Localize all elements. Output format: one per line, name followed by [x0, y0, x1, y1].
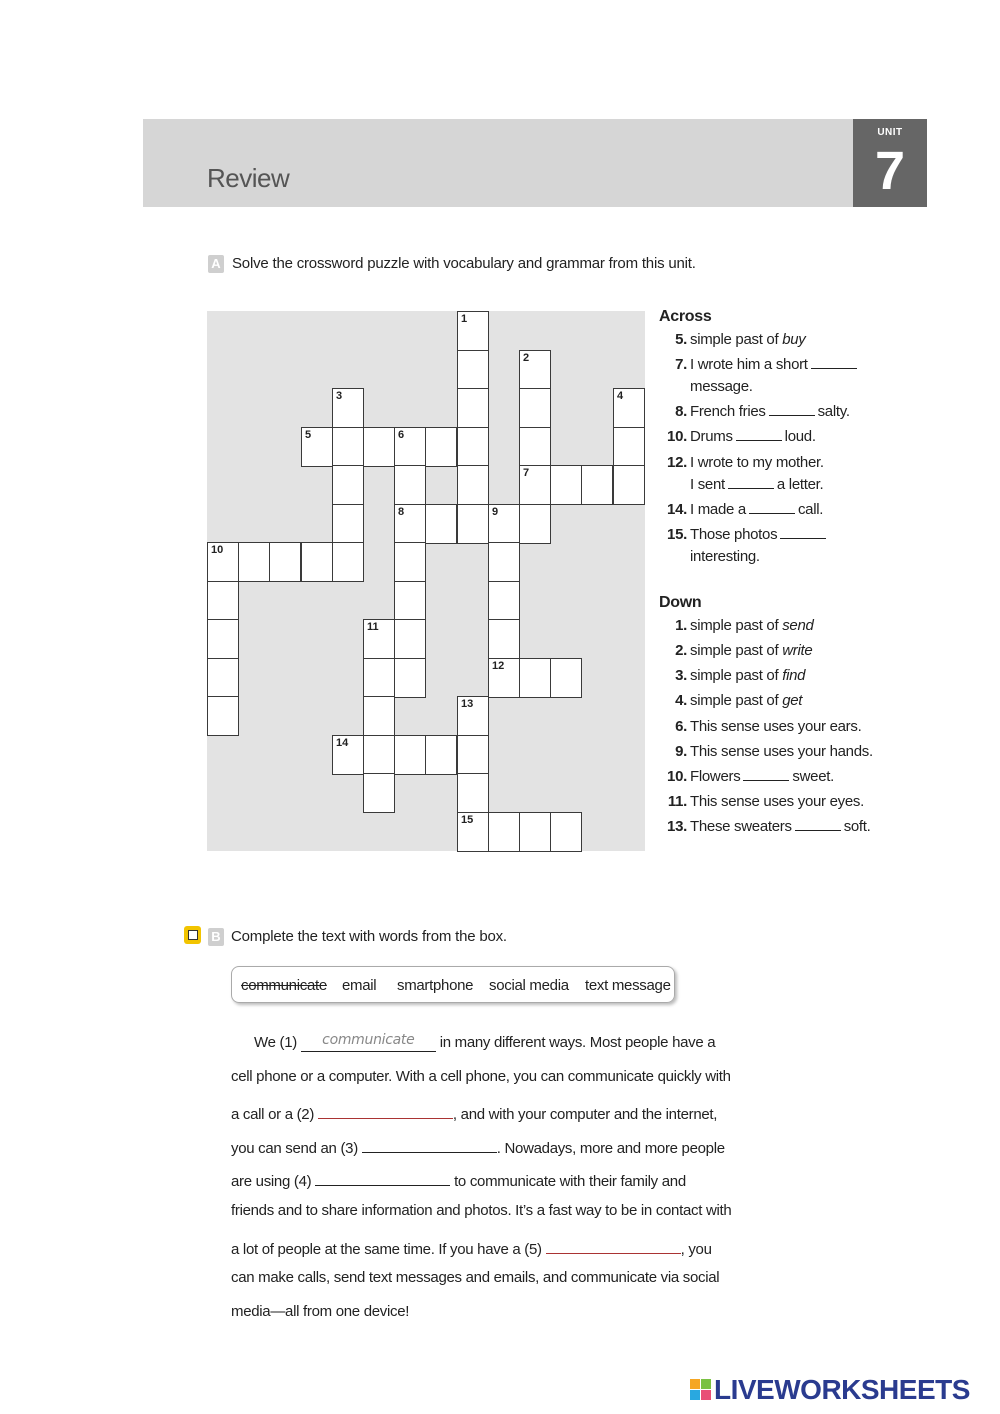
- crossword-cell[interactable]: [394, 735, 426, 775]
- clue-number: 4.: [675, 692, 687, 709]
- passage-text: . Nowadays, more and more people: [496, 1140, 725, 1157]
- crossword-cell-number: 8: [398, 506, 405, 518]
- crossword-cell[interactable]: [519, 388, 551, 428]
- clue-text: call.: [797, 501, 824, 518]
- clue-text: I made a: [690, 501, 746, 518]
- crossword-cell-number: 10: [211, 544, 224, 556]
- crossword-cell[interactable]: [488, 504, 520, 544]
- clue-text: message.: [690, 378, 753, 395]
- word-box-item: communicate: [241, 977, 327, 994]
- passage-text: in many different ways. Most people have a: [439, 1034, 716, 1051]
- crossword-cell[interactable]: [488, 581, 520, 621]
- passage-line: [231, 1135, 731, 1157]
- crossword-cell[interactable]: [519, 350, 551, 390]
- passage-line: [231, 1168, 731, 1190]
- clue-keyword: buy: [782, 331, 806, 348]
- section-b-instruction: Complete the text with words from the box.: [231, 928, 507, 945]
- clue-text: This sense uses your eyes.: [690, 793, 864, 810]
- answer-blank-5[interactable]: [546, 1236, 681, 1254]
- crossword-cell[interactable]: [363, 619, 395, 659]
- clue-across-5: [659, 329, 899, 351]
- crossword-cell[interactable]: [613, 388, 645, 428]
- passage-line: friends and to share information and photos. It’s a fast way to be in contact with: [231, 1202, 732, 1219]
- answer-blank[interactable]: [780, 526, 826, 539]
- crossword-cell-number: 12: [492, 660, 505, 672]
- clue-number: 8.: [675, 403, 687, 420]
- crossword-cell-number: 4: [617, 390, 624, 402]
- passage-text: to communicate with their family and: [454, 1173, 686, 1190]
- clue-down-13: [659, 816, 899, 838]
- crossword-cell[interactable]: [332, 542, 364, 582]
- clue-down-6: [659, 716, 899, 738]
- answer-blank[interactable]: [811, 356, 857, 369]
- crossword-cell[interactable]: [457, 388, 489, 428]
- crossword-cell[interactable]: [550, 658, 582, 698]
- crossword-cell[interactable]: [363, 696, 395, 736]
- crossword-cell[interactable]: [207, 581, 239, 621]
- crossword-cell[interactable]: [457, 311, 489, 351]
- crossword-cell-number: 6: [398, 429, 405, 441]
- across-heading: Across: [659, 308, 712, 325]
- crossword-cell-number: 7: [523, 467, 530, 479]
- crossword-cell[interactable]: [425, 504, 457, 544]
- crossword-cell[interactable]: [457, 465, 489, 505]
- crossword-cell[interactable]: [488, 542, 520, 582]
- crossword-cell[interactable]: [363, 735, 395, 775]
- crossword-cell[interactable]: [301, 427, 333, 467]
- crossword-cell[interactable]: [488, 619, 520, 659]
- clue-across-15: [659, 524, 899, 568]
- clue-number: 2.: [675, 642, 687, 659]
- crossword-cell[interactable]: [457, 427, 489, 467]
- crossword-cell[interactable]: [457, 812, 489, 852]
- word-box: [231, 966, 675, 1003]
- clue-across-8: [659, 401, 899, 423]
- unit-label: UNIT: [877, 127, 903, 138]
- crossword-cell[interactable]: [519, 504, 551, 544]
- crossword-cell[interactable]: [207, 696, 239, 736]
- word-box-item: text message: [585, 977, 671, 994]
- clue-text: salty.: [817, 403, 850, 420]
- answer-blank[interactable]: [728, 476, 774, 489]
- pencil-icon: [184, 926, 201, 944]
- passage-line: [254, 1034, 754, 1052]
- answer-blank[interactable]: [749, 501, 795, 514]
- crossword-cell[interactable]: [550, 465, 582, 505]
- liveworksheets-mark-icon: [690, 1379, 712, 1401]
- answer-blank-3[interactable]: [362, 1135, 497, 1153]
- crossword-cell-number: 2: [523, 352, 530, 364]
- crossword-cell[interactable]: [613, 465, 645, 505]
- down-heading: Down: [659, 594, 702, 611]
- crossword-cell[interactable]: [394, 658, 426, 698]
- clue-text: a letter.: [776, 476, 824, 493]
- passage-text: a call or a (2): [231, 1106, 315, 1123]
- crossword-cell[interactable]: [488, 812, 520, 852]
- crossword-cell[interactable]: [519, 427, 551, 467]
- crossword-cell[interactable]: [457, 696, 489, 736]
- crossword-cell[interactable]: [457, 773, 489, 813]
- clue-text: simple past of: [690, 617, 783, 634]
- crossword-cell-number: 1: [461, 313, 468, 325]
- clue-number: 11.: [667, 793, 687, 810]
- crossword-cell[interactable]: [363, 427, 395, 467]
- clue-number: 1.: [675, 617, 687, 634]
- crossword-cell[interactable]: [332, 735, 364, 775]
- answer-blank[interactable]: [743, 768, 789, 781]
- crossword-cell-number: 5: [305, 429, 312, 441]
- clue-number: 10.: [667, 428, 687, 445]
- passage-line: can make calls, send text messages and emails, and communicate via social: [231, 1269, 720, 1286]
- word-box-item: social media: [489, 977, 569, 994]
- crossword-cell-number: 13: [461, 698, 474, 710]
- crossword-cell[interactable]: [269, 542, 301, 582]
- clue-text: simple past of: [690, 642, 783, 659]
- crossword-cell[interactable]: [425, 427, 457, 467]
- crossword-cell[interactable]: [332, 504, 364, 544]
- clue-text: simple past of: [690, 331, 783, 348]
- crossword-cell[interactable]: [207, 619, 239, 659]
- clue-down-1: [659, 615, 899, 637]
- section-b-badge: B: [208, 928, 224, 946]
- answer-blank[interactable]: [736, 428, 782, 441]
- answer-blank[interactable]: [795, 818, 841, 831]
- passage-text: a lot of people at the same time. If you have a (5): [231, 1241, 542, 1258]
- unit-badge: [853, 119, 927, 207]
- crossword-cell-number: 9: [492, 506, 499, 518]
- clue-number: 10.: [667, 768, 687, 785]
- clue-number: 13.: [667, 818, 687, 835]
- crossword-cell-number: 11: [367, 621, 379, 633]
- passage-line: cell phone or a computer. With a cell phone, you can communicate quickly with: [231, 1068, 731, 1085]
- clue-keyword: write: [782, 642, 813, 659]
- crossword-cell[interactable]: [519, 658, 551, 698]
- clue-text: This sense uses your ears.: [690, 718, 862, 735]
- crossword-cell[interactable]: [363, 658, 395, 698]
- clue-across-14: [659, 499, 899, 521]
- crossword-cell[interactable]: [581, 465, 613, 505]
- crossword-cell[interactable]: [457, 350, 489, 390]
- word-box-item: smartphone: [397, 977, 474, 994]
- clue-across-12: [659, 452, 899, 496]
- clue-number: 9.: [675, 743, 687, 760]
- crossword-cell[interactable]: [613, 427, 645, 467]
- crossword-cell[interactable]: [238, 542, 270, 582]
- passage-text: We (1): [254, 1034, 297, 1051]
- clue-text: Drums: [690, 428, 733, 445]
- clue-text: I wrote him a short: [690, 356, 808, 373]
- clue-text: loud.: [784, 428, 816, 445]
- passage-text: , you: [680, 1241, 712, 1258]
- filled-answer: communicate: [322, 1032, 415, 1048]
- clue-down-2: [659, 640, 899, 662]
- answer-blank-1[interactable]: [301, 1034, 436, 1052]
- clue-keyword: find: [782, 667, 806, 684]
- crossword-cell[interactable]: [332, 427, 364, 467]
- clue-text: simple past of: [690, 667, 783, 684]
- crossword-cell[interactable]: [332, 465, 364, 505]
- clue-number: 3.: [675, 667, 687, 684]
- clue-down-10: [659, 766, 899, 788]
- passage-line: [231, 1236, 731, 1258]
- clue-text: Those photos: [690, 526, 778, 543]
- clue-number: 15.: [667, 526, 687, 543]
- crossword-cell[interactable]: [363, 773, 395, 813]
- clue-keyword: send: [782, 617, 814, 634]
- answer-blank-2[interactable]: [318, 1101, 453, 1119]
- section-a-badge: A: [208, 255, 224, 273]
- crossword-cell[interactable]: [394, 581, 426, 621]
- clue-text: I sent: [690, 476, 725, 493]
- clue-text: Flowers: [690, 768, 741, 785]
- clue-number: 5.: [675, 331, 687, 348]
- clue-number: 14.: [667, 501, 687, 518]
- clue-text: interesting.: [690, 548, 760, 565]
- crossword-cell[interactable]: [207, 542, 239, 582]
- crossword-cell[interactable]: [394, 504, 426, 544]
- clue-keyword: get: [782, 692, 803, 709]
- crossword-cell[interactable]: [457, 504, 489, 544]
- clue-down-9: [659, 741, 899, 763]
- clue-down-3: [659, 665, 899, 687]
- crossword-cell-number: 3: [336, 390, 343, 402]
- clue-text: sweet.: [792, 768, 834, 785]
- unit-number: 7: [874, 141, 906, 201]
- crossword-cell-number: 14: [336, 737, 349, 749]
- clue-text: These sweaters: [690, 818, 792, 835]
- clue-number: 6.: [675, 718, 687, 735]
- passage-text: , and with your computer and the internet,: [452, 1106, 718, 1123]
- crossword-cell[interactable]: [425, 735, 457, 775]
- clue-across-7: [659, 354, 899, 398]
- crossword-cell[interactable]: [394, 427, 426, 467]
- clue-text: French fries: [690, 403, 766, 420]
- clue-text: This sense uses your hands.: [690, 743, 873, 760]
- clue-number: 7.: [675, 356, 687, 373]
- liveworksheets-wordmark: LIVEWORKSHEETS: [714, 1374, 970, 1405]
- passage-text: are using (4): [231, 1173, 312, 1190]
- crossword-cell[interactable]: [394, 465, 426, 505]
- crossword-cell[interactable]: [519, 812, 551, 852]
- clue-across-10: [659, 426, 899, 448]
- crossword-cell[interactable]: [332, 388, 364, 428]
- answer-blank-4[interactable]: [315, 1168, 450, 1186]
- crossword-cell[interactable]: [457, 735, 489, 775]
- clue-down-11: [659, 791, 899, 813]
- passage-text: you can send an (3): [231, 1140, 358, 1157]
- page-title: Review: [207, 163, 290, 193]
- clue-text: soft.: [843, 818, 871, 835]
- passage-line: media—all from one device!: [231, 1303, 410, 1320]
- section-a-instruction: Solve the crossword puzzle with vocabulary and grammar from this unit.: [232, 255, 696, 272]
- crossword-cell[interactable]: [301, 542, 333, 582]
- crossword-cell-number: 15: [461, 814, 474, 826]
- word-box-item: email: [342, 977, 377, 994]
- crossword-cell[interactable]: [394, 619, 426, 659]
- crossword-cell[interactable]: [519, 465, 551, 505]
- answer-blank[interactable]: [769, 403, 815, 416]
- clue-text: simple past of: [690, 692, 783, 709]
- passage-line: [231, 1101, 731, 1123]
- clue-text: I wrote to my mother.: [690, 454, 824, 471]
- clue-number: 12.: [667, 454, 687, 471]
- crossword-cell[interactable]: [207, 658, 239, 698]
- crossword-cell[interactable]: [550, 812, 582, 852]
- clue-down-4: [659, 690, 899, 712]
- crossword-cell[interactable]: [394, 542, 426, 582]
- crossword-cell[interactable]: [488, 658, 520, 698]
